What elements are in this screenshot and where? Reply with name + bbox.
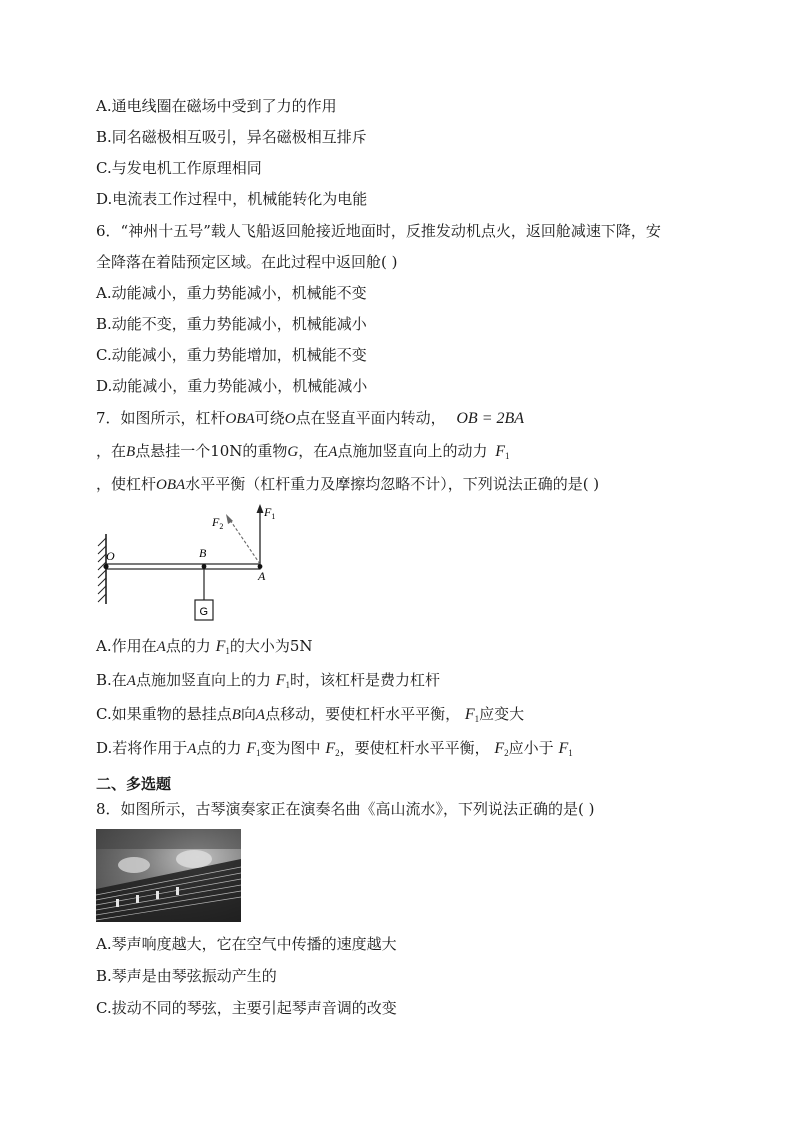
guqin-photo-illustration — [96, 829, 241, 922]
wall-hatching — [98, 538, 106, 602]
q5-option-a: A.通电线圈在磁场中受到了力的作用 — [96, 97, 337, 115]
q6-option-b: B.动能不变，重力势能减小，机械能减小 — [96, 315, 367, 333]
q8-option-c: C.拔动不同的琴弦，主要引起琴声音调的改变 — [96, 999, 397, 1017]
pivot-point-o — [103, 564, 108, 569]
q7-option-b: B.在A点施加竖直向上的力 $F_1$时，该杠杆是费力杠杆 — [96, 671, 441, 690]
label-a: A — [258, 569, 266, 583]
ratio-equation: OB = 2BA — [456, 410, 525, 427]
lever-diagram — [92, 500, 292, 626]
label-g: G — [199, 606, 209, 618]
q5-option-b: B.同名磁极相互吸引，异名磁极相互排斥 — [96, 128, 367, 146]
q5-option-d: D.电流表工作过程中，机械能转化为电能 — [96, 190, 368, 208]
label-f1: $F_1$ — [264, 505, 276, 521]
q8-option-b: B.琴声是由琴弦振动产生的 — [96, 967, 277, 985]
q8-option-a: A.琴声响度越大，它在空气中传播的速度越大 — [96, 935, 397, 953]
label-b: B — [199, 546, 207, 560]
q6-option-c: C.动能减小，重力势能增加，机械能不变 — [96, 346, 367, 364]
q7-stem-line2: ，在B点悬挂一个10N的重物G，在A点施加竖直向上的动力 $F_1$ — [96, 442, 510, 461]
q5-option-c: C.与发电机工作原理相同 — [96, 159, 262, 177]
q6-option-d: D.动能减小，重力势能减小，机械能减小 — [96, 377, 368, 395]
q6-stem-line2: 全降落在着陆预定区域。在此过程中返回舱( ) — [96, 253, 398, 271]
q7-stem-line1: 7．如图所示，杠杆OBA可绕O点在竖直平面内转动， OB = 2BA — [96, 409, 525, 427]
label-f2: $F_2$ — [212, 515, 224, 531]
q7-stem-line3: ，使杠杆OBA水平平衡（杠杆重力及摩擦均忽略不计），下列说法正确的是( ) — [96, 475, 600, 493]
label-o: O — [106, 549, 115, 563]
q6-option-a: A.动能减小，重力势能减小，机械能不变 — [96, 284, 367, 302]
q7-option-d: D.若将作用于A点的力 $F_1$变为图中 $F_2$，要使杠杆水平平衡， $F_2$应小于 $F_1$ — [96, 739, 573, 758]
q7-option-c: C.如果重物的悬挂点B向A点移动，要使杠杆水平平衡， $F_1$应变大 — [96, 705, 525, 724]
q7-option-a: A.作用在A点的力 $F_1$的大小为5N — [96, 637, 313, 656]
point-b — [202, 564, 207, 569]
force-f1-arrowhead — [257, 504, 264, 513]
force-f2-arrow — [230, 520, 260, 564]
lever-bar — [106, 564, 260, 569]
q6-stem-line1: 6．“神州十五号”载人飞船返回舱接近地面时，反推发动机点火，返回舱减速下降，安 — [96, 222, 661, 240]
guqin-performer-photo — [96, 829, 241, 922]
q8-stem: 8．如图所示，古琴演奏家正在演奏名曲《高山流水》，下列说法正确的是( ) — [96, 800, 595, 818]
section-heading-multiple-choice: 二、多选题 — [96, 775, 172, 793]
